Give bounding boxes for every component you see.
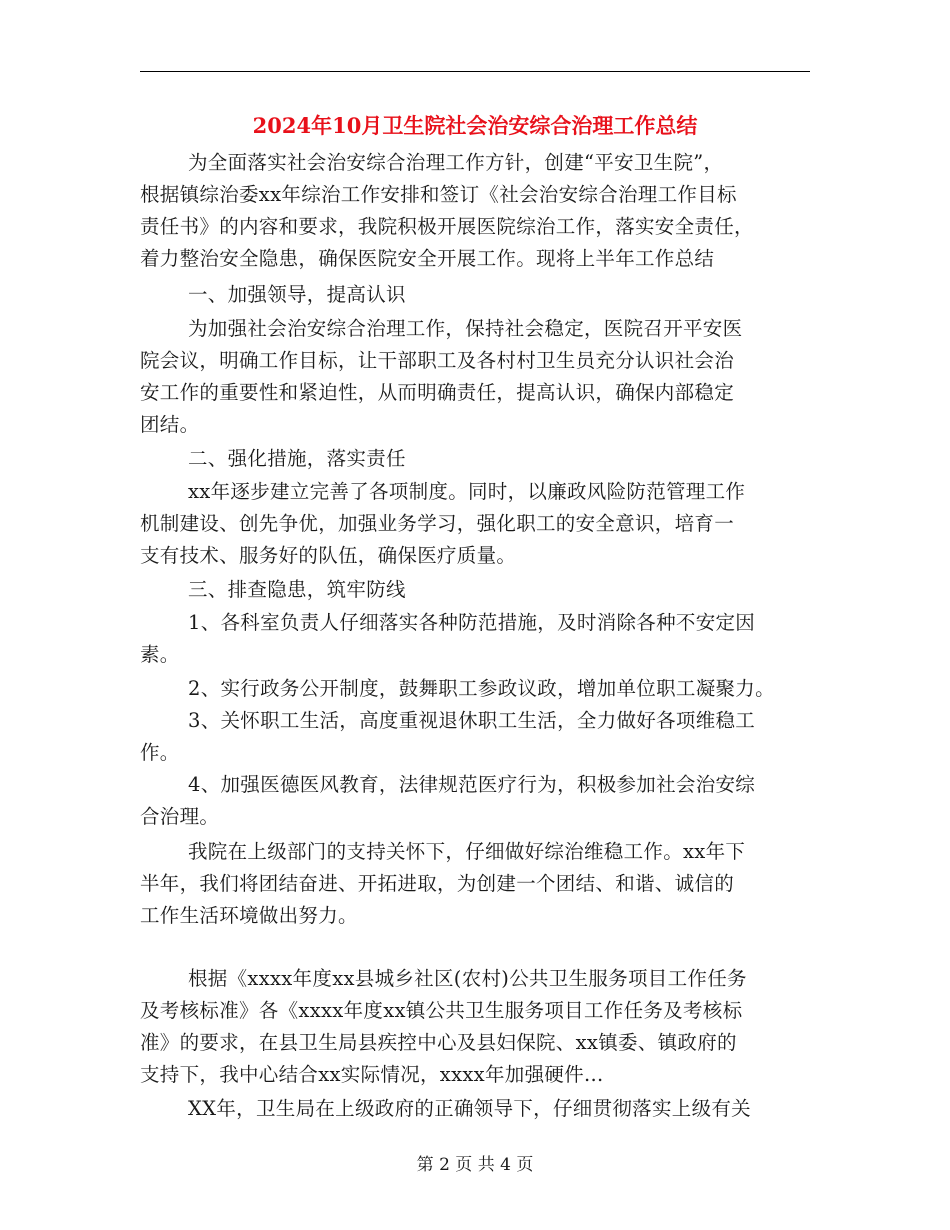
body-line: 根据《xxxx年度xx县城乡社区(农村)公共卫生服务项目工作任务 bbox=[188, 967, 747, 990]
body-line: 素。 bbox=[140, 643, 180, 666]
body-line: 团结。 bbox=[140, 413, 200, 436]
body-line: 院会议，明确工作目标，让干部职工及各村村卫生员充分认识社会治 bbox=[140, 349, 735, 372]
list-item: 1、各科室负责人仔细落实各种防范措施，及时消除各种不安定因 bbox=[188, 611, 756, 634]
body-line: 准》的要求，在县卫生局县疾控中心及县妇保院、xx镇委、镇政府的 bbox=[140, 1031, 737, 1054]
body-line: 我院在上级部门的支持关怀下，仔细做好综治维稳工作。xx年下 bbox=[188, 840, 746, 863]
section-heading: 一、加强领导，提高认识 bbox=[188, 283, 406, 306]
body-line: 为加强社会治安综合治理工作，保持社会稳定，医院召开平安医 bbox=[188, 317, 743, 340]
section-heading: 二、强化措施，落实责任 bbox=[188, 447, 406, 470]
body-line: 半年，我们将团结奋进、开拓进取，为创建一个团结、和谐、诚信的 bbox=[140, 872, 735, 895]
page-number: 第 2 页 共 4 页 bbox=[416, 1155, 534, 1175]
body-line: XX年，卫生局在上级政府的正确领导下，仔细贯彻落实上级有关 bbox=[188, 1097, 751, 1120]
section-heading: 三、排查隐患，筑牢防线 bbox=[188, 578, 406, 601]
body-line: 为全面落实社会治安综合治理工作方针，创建“平安卫生院”， bbox=[188, 151, 724, 174]
list-item: 2、实行政务公开制度，鼓舞职工参政议政，增加单位职工凝聚力。 bbox=[188, 677, 775, 700]
document-title: 2024年10月卫生院社会治安综合治理工作总结 bbox=[252, 113, 698, 138]
body-line: 机制建设、创先争优，加强业务学习，强化职工的安全意识，培育一 bbox=[140, 512, 735, 535]
body-line: 工作生活环境做出努力。 bbox=[140, 904, 358, 927]
body-line: 作。 bbox=[140, 741, 180, 764]
body-line: 责任书》的内容和要求，我院积极开展医院综治工作，落实安全责任， bbox=[140, 215, 754, 238]
body-line: 安工作的重要性和紧迫性，从而明确责任，提高认识，确保内部稳定 bbox=[140, 381, 735, 404]
body-line: 着力整治安全隐患，确保医院安全开展工作。现将上半年工作总结 bbox=[140, 247, 715, 270]
body-line: 及考核标准》各《xxxx年度xx镇公共卫生服务项目工作任务及考核标 bbox=[140, 999, 743, 1022]
body-line: 根据镇综治委xx年综治工作安排和签订《社会治安综合治理工作目标 bbox=[140, 183, 737, 206]
list-item: 3、关怀职工生活，高度重视退休职工生活，全力做好各项维稳工 bbox=[188, 709, 756, 732]
body-line: 合治理。 bbox=[140, 805, 220, 828]
body-line: 支有技术、服务好的队伍，确保医疗质量。 bbox=[140, 544, 517, 567]
body-line: xx年逐步建立完善了各项制度。同时，以廉政风险防范管理工作 bbox=[188, 480, 746, 503]
body-line: 支持下，我中心结合xx实际情况，xxxx年加强硬件... bbox=[140, 1063, 604, 1086]
header-rule bbox=[140, 71, 810, 72]
list-item: 4、加强医德医风教育，法律规范医疗行为，积极参加社会治安综 bbox=[188, 773, 756, 796]
